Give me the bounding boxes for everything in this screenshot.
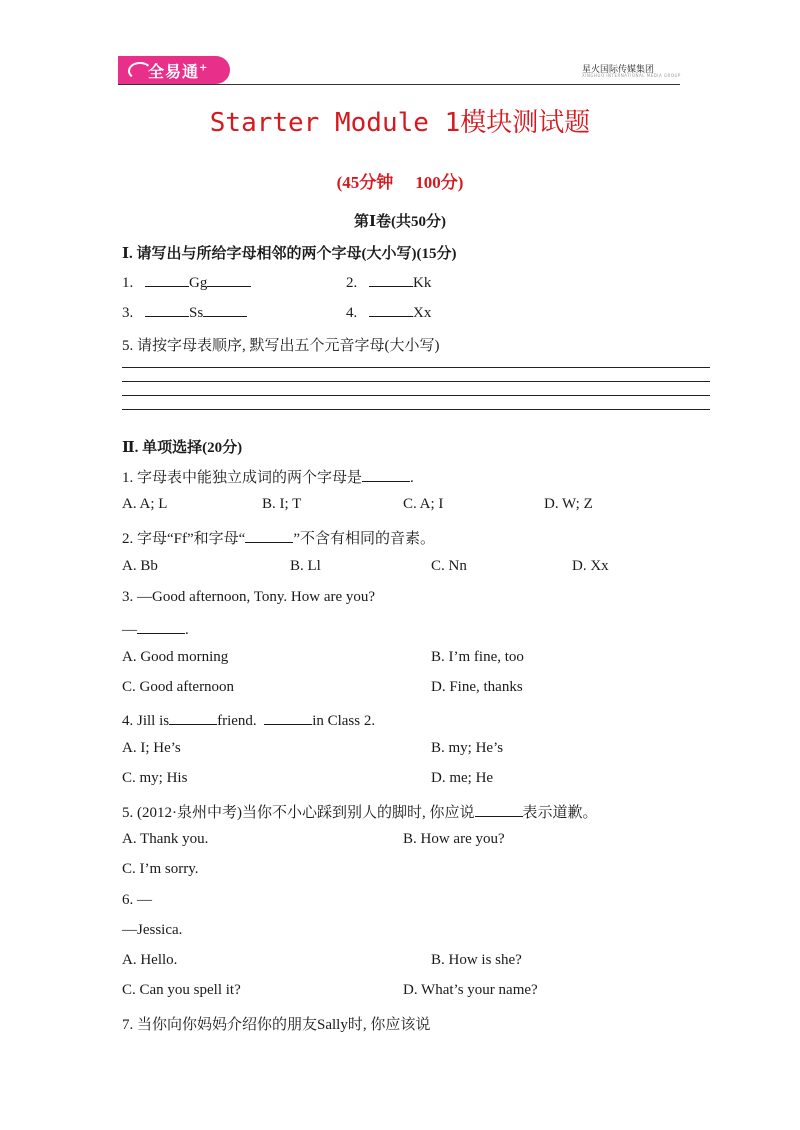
publisher-subtitle: XINGHUO INTERNATIONAL MEDIA GROUP	[582, 73, 681, 78]
option-c[interactable]: C. I’m sorry.	[122, 861, 199, 877]
answer-blank[interactable]	[145, 302, 189, 317]
option-d[interactable]: D. Xx	[572, 558, 609, 574]
question-2-stem	[122, 527, 435, 548]
page-title: Starter Module 1模块测试题	[209, 108, 591, 138]
answer-blank[interactable]	[362, 467, 410, 482]
option-b[interactable]: B. my; He’s	[431, 740, 504, 756]
publisher-name: 星火国际传媒集团	[582, 65, 655, 75]
option-d[interactable]: D. What’s your name?	[403, 982, 538, 998]
option-a[interactable]: A. I; He’s	[122, 740, 181, 756]
question-3-stem: 3. —Good afternoon, Tony. How are you?	[122, 589, 376, 605]
section1-item-2	[346, 272, 431, 292]
question-text: 表示道歉。	[522, 805, 598, 821]
option-a[interactable]: A. Hello.	[122, 952, 178, 968]
option-b[interactable]: B. How is she?	[431, 952, 522, 968]
item-number: 2.	[346, 275, 358, 291]
question-text: friend.	[217, 713, 265, 729]
question-text: in Class 2.	[312, 713, 376, 729]
option-a[interactable]: A. A; L	[122, 496, 168, 512]
question-text: 2. 字母“Ff”和字母“	[122, 531, 246, 547]
logo-plus: +	[199, 62, 209, 74]
option-b[interactable]: B. I; T	[262, 496, 302, 512]
question-text: .	[185, 622, 189, 638]
question-7-stem: 7. 当你向你妈妈介绍你的朋友Sally时, 你应该说	[122, 1017, 431, 1033]
item-number: 3.	[122, 305, 134, 321]
option-a[interactable]: A. Bb	[122, 558, 158, 574]
option-b[interactable]: B. I’m fine, too	[431, 649, 524, 665]
option-c[interactable]: C. Nn	[431, 558, 467, 574]
header-divider	[118, 84, 680, 85]
answer-blank[interactable]	[145, 272, 189, 287]
question-text: 5. (2012·泉州中考)当你不小心踩到别人的脚时, 你应说	[122, 805, 475, 821]
section1-heading: Ⅰ. 请写出与所给字母相邻的两个字母(大小写)(15分)	[122, 246, 457, 262]
item-number: 4.	[346, 305, 358, 321]
section1-item-1	[122, 272, 251, 292]
option-a[interactable]: A. Thank you.	[122, 831, 209, 847]
logo-text: 全易通	[148, 62, 200, 81]
volume-heading: 第Ⅰ卷(共50分)	[353, 214, 446, 230]
answer-blank[interactable]	[207, 272, 251, 287]
given-letter: Gg	[189, 275, 208, 291]
option-c[interactable]: C. A; I	[403, 496, 444, 512]
option-a[interactable]: A. Good morning	[122, 649, 229, 665]
page-subtitle	[0, 168, 800, 193]
given-letter: Kk	[413, 275, 432, 291]
section1-item-4	[346, 302, 431, 322]
writing-line[interactable]	[122, 367, 710, 368]
option-b[interactable]: B. Ll	[290, 558, 321, 574]
question-3-reply	[122, 619, 189, 639]
section1-item-3	[122, 302, 247, 322]
question-text: 4. Jill is	[122, 713, 170, 729]
writing-line[interactable]	[122, 381, 710, 382]
answer-blank[interactable]	[264, 710, 312, 725]
section2-heading: Ⅱ. 单项选择(20分)	[122, 440, 243, 456]
option-b[interactable]: B. How are you?	[403, 831, 505, 847]
answer-blank[interactable]	[203, 302, 247, 317]
total-score: 100分)	[415, 173, 464, 192]
writing-line[interactable]	[122, 409, 710, 410]
question-4-stem	[122, 710, 375, 730]
question-text: —	[122, 622, 137, 638]
answer-blank[interactable]	[169, 710, 217, 725]
question-text: 1. 字母表中能独立成词的两个字母是	[122, 470, 363, 486]
question-text: ”不含有相同的音素。	[293, 531, 435, 547]
question-text: .	[410, 470, 414, 486]
question-6-reply: —Jessica.	[122, 922, 183, 938]
option-c[interactable]: C. Can you spell it?	[122, 982, 241, 998]
given-letter: Xx	[413, 305, 432, 321]
option-d[interactable]: D. W; Z	[544, 496, 593, 512]
given-letter: Ss	[189, 305, 204, 321]
answer-blank[interactable]	[137, 619, 185, 634]
option-c[interactable]: C. my; His	[122, 770, 188, 786]
question-5-stem	[122, 801, 598, 822]
option-c[interactable]: C. Good afternoon	[122, 679, 235, 695]
answer-blank[interactable]	[245, 528, 293, 543]
item-number: 1.	[122, 275, 134, 291]
option-d[interactable]: D. me; He	[431, 770, 494, 786]
logo	[118, 56, 230, 84]
time-limit: (45分钟	[336, 173, 394, 192]
section1-question-5: 5. 请按字母表顺序, 默写出五个元音字母(大小写)	[122, 338, 440, 354]
option-d[interactable]: D. Fine, thanks	[431, 679, 523, 695]
answer-blank[interactable]	[369, 302, 413, 317]
writing-line[interactable]	[122, 395, 710, 396]
question-6-stem: 6. —	[122, 892, 152, 908]
question-1-stem	[122, 466, 414, 487]
answer-blank[interactable]	[475, 802, 523, 817]
answer-blank[interactable]	[369, 272, 413, 287]
